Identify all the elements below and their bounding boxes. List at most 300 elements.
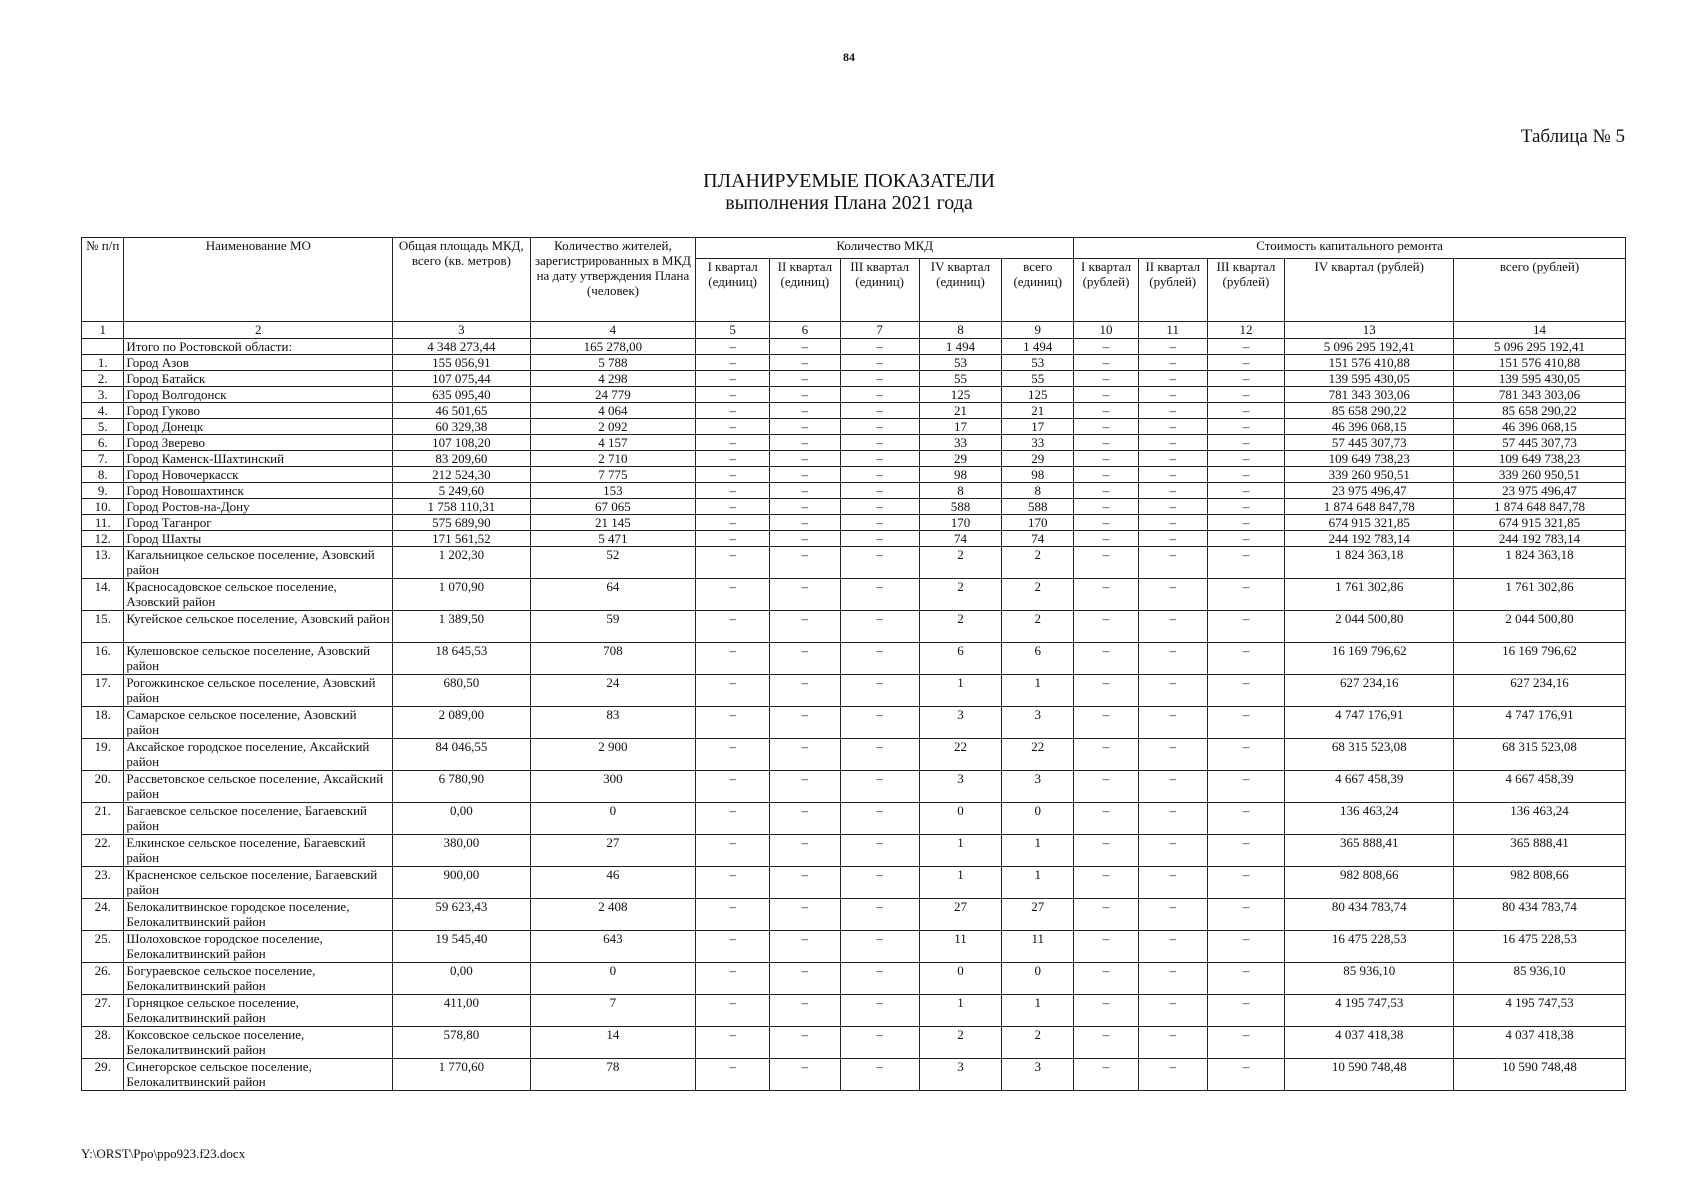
cell-q4-units: 1 xyxy=(919,867,1002,899)
cell-q4-units: 6 xyxy=(919,643,1002,675)
cell-q4-rub: 139 595 430,05 xyxy=(1285,371,1454,387)
cell-q2-units: – xyxy=(770,515,841,531)
cell-q3-rub: – xyxy=(1207,1027,1285,1059)
cell-q3-units: – xyxy=(840,899,919,931)
cell-row-num xyxy=(82,339,124,355)
cell-q2-rub: – xyxy=(1138,771,1207,803)
cell-q1-rub: – xyxy=(1074,483,1139,499)
cell-q3-rub: – xyxy=(1207,355,1285,371)
cell-row-num: 24. xyxy=(82,899,124,931)
cell-q4-units: 0 xyxy=(919,803,1002,835)
cell-q4-units: 1 xyxy=(919,835,1002,867)
cell-q4-units: 22 xyxy=(919,739,1002,771)
cell-total-rub: 674 915 321,85 xyxy=(1454,515,1626,531)
cell-q4-rub: 982 808,66 xyxy=(1285,867,1454,899)
cell-q2-rub: – xyxy=(1138,931,1207,963)
cell-q4-units: 17 xyxy=(919,419,1002,435)
cell-q4-rub: 1 874 648 847,78 xyxy=(1285,499,1454,515)
total-row xyxy=(82,339,1626,355)
cell-mo-name: Город Шахты xyxy=(124,531,393,547)
cell-q2-units: – xyxy=(770,419,841,435)
cell-q2-rub: – xyxy=(1138,803,1207,835)
cell-q4-units: 3 xyxy=(919,771,1002,803)
cell-area: 0,00 xyxy=(393,963,530,995)
cell-q1-units: – xyxy=(696,499,770,515)
cell-q4-units: 3 xyxy=(919,707,1002,739)
cell-q3-rub: – xyxy=(1207,531,1285,547)
cell-q4-units: 1 494 xyxy=(919,339,1002,355)
header-name: Наименование МО xyxy=(124,238,393,322)
cell-q4-units: 1 xyxy=(919,675,1002,707)
cell-area: 107 108,20 xyxy=(393,435,530,451)
cell-q2-rub: – xyxy=(1138,963,1207,995)
cell-area: 380,00 xyxy=(393,835,530,867)
cell-q2-rub: – xyxy=(1138,579,1207,611)
cell-q1-units: – xyxy=(696,643,770,675)
cell-q2-units: – xyxy=(770,1027,841,1059)
cell-total-units: 53 xyxy=(1002,355,1074,371)
cell-q4-rub: 68 315 523,08 xyxy=(1285,739,1454,771)
cell-q2-rub: – xyxy=(1138,675,1207,707)
cell-row-num: 25. xyxy=(82,931,124,963)
cell-total-units: 8 xyxy=(1002,483,1074,499)
cell-q4-units: 588 xyxy=(919,499,1002,515)
cell-residents: 21 145 xyxy=(530,515,696,531)
cell-row-num: 2. xyxy=(82,371,124,387)
cell-total-units: 29 xyxy=(1002,451,1074,467)
header-residents: Количество жителей, зарегистрированных в МКД на дату утверждения Плана (человек) xyxy=(530,238,696,322)
cell-residents: 7 xyxy=(530,995,696,1027)
cell-total-units: 11 xyxy=(1002,931,1074,963)
cell-residents: 5 471 xyxy=(530,531,696,547)
cell-area: 2 089,00 xyxy=(393,707,530,739)
cell-total-units: 1 xyxy=(1002,675,1074,707)
cell-mo-name: Город Ростов-на-Дону xyxy=(124,499,393,515)
cell-q1-rub: – xyxy=(1074,531,1139,547)
cell-mo-name: Город Донецк xyxy=(124,419,393,435)
cell-q4-rub: 1 761 302,86 xyxy=(1285,579,1454,611)
cell-q1-rub: – xyxy=(1074,611,1139,643)
table-row xyxy=(82,419,1626,435)
cell-q1-units: – xyxy=(696,771,770,803)
table-row xyxy=(82,355,1626,371)
cell-q1-rub: – xyxy=(1074,339,1139,355)
table-row xyxy=(82,963,1626,995)
cell-q2-rub: – xyxy=(1138,403,1207,419)
cell-mo-name: Город Каменск-Шахтинский xyxy=(124,451,393,467)
header-q4-units: IV квартал (единиц) xyxy=(919,259,1002,322)
table-row xyxy=(82,835,1626,867)
column-number: 3 xyxy=(393,322,530,339)
column-number: 12 xyxy=(1207,322,1285,339)
cell-area: 1 070,90 xyxy=(393,579,530,611)
cell-total-rub: 46 396 068,15 xyxy=(1454,419,1626,435)
cell-total-rub: 982 808,66 xyxy=(1454,867,1626,899)
cell-area: 83 209,60 xyxy=(393,451,530,467)
cell-area: 107 075,44 xyxy=(393,371,530,387)
cell-q4-units: 21 xyxy=(919,403,1002,419)
column-number: 2 xyxy=(124,322,393,339)
cell-q4-units: 8 xyxy=(919,483,1002,499)
cell-total-rub: 139 595 430,05 xyxy=(1454,371,1626,387)
cell-area: 635 095,40 xyxy=(393,387,530,403)
cell-q3-units: – xyxy=(840,355,919,371)
cell-row-num: 8. xyxy=(82,467,124,483)
cell-q2-units: – xyxy=(770,579,841,611)
cell-total-rub: 2 044 500,80 xyxy=(1454,611,1626,643)
cell-q3-rub: – xyxy=(1207,451,1285,467)
cell-total-rub: 10 590 748,48 xyxy=(1454,1059,1626,1091)
cell-q2-units: – xyxy=(770,803,841,835)
cell-q2-rub: – xyxy=(1138,643,1207,675)
cell-q3-units: – xyxy=(840,739,919,771)
column-number: 1 xyxy=(82,322,124,339)
cell-q1-units: – xyxy=(696,451,770,467)
cell-q4-units: 29 xyxy=(919,451,1002,467)
cell-q2-rub: – xyxy=(1138,531,1207,547)
cell-q4-units: 2 xyxy=(919,579,1002,611)
cell-q1-rub: – xyxy=(1074,515,1139,531)
cell-q4-rub: 1 824 363,18 xyxy=(1285,547,1454,579)
cell-residents: 7 775 xyxy=(530,467,696,483)
cell-q1-units: – xyxy=(696,931,770,963)
cell-mo-name: Шолоховское городское поселение, Белокалитвинский район xyxy=(124,931,393,963)
cell-q2-units: – xyxy=(770,371,841,387)
cell-q3-units: – xyxy=(840,467,919,483)
cell-residents: 4 157 xyxy=(530,435,696,451)
cell-mo-name: Белокалитвинское городское поселение, Белокалитвинский район xyxy=(124,899,393,931)
title-line-2: выполнения Плана 2021 года xyxy=(725,192,973,214)
cell-total-units: 3 xyxy=(1002,707,1074,739)
cell-q3-rub: – xyxy=(1207,435,1285,451)
cell-total-rub: 339 260 950,51 xyxy=(1454,467,1626,483)
cell-residents: 64 xyxy=(530,579,696,611)
cell-q1-units: – xyxy=(696,835,770,867)
cell-q3-units: – xyxy=(840,371,919,387)
cell-mo-name: Город Зверево xyxy=(124,435,393,451)
cell-residents: 708 xyxy=(530,643,696,675)
cell-total-rub: 1 761 302,86 xyxy=(1454,579,1626,611)
cell-q4-units: 2 xyxy=(919,1027,1002,1059)
cell-q3-units: – xyxy=(840,931,919,963)
cell-total-units: 3 xyxy=(1002,771,1074,803)
cell-residents: 4 298 xyxy=(530,371,696,387)
cell-q4-rub: 46 396 068,15 xyxy=(1285,419,1454,435)
cell-residents: 0 xyxy=(530,963,696,995)
cell-q1-units: – xyxy=(696,995,770,1027)
cell-total-units: 0 xyxy=(1002,963,1074,995)
cell-q3-units: – xyxy=(840,579,919,611)
cell-q2-rub: – xyxy=(1138,547,1207,579)
cell-q3-rub: – xyxy=(1207,963,1285,995)
cell-q4-rub: 4 747 176,91 xyxy=(1285,707,1454,739)
cell-q4-units: 2 xyxy=(919,611,1002,643)
table-row xyxy=(82,403,1626,419)
cell-total-rub: 781 343 303,06 xyxy=(1454,387,1626,403)
cell-row-num: 29. xyxy=(82,1059,124,1091)
cell-row-num: 28. xyxy=(82,1027,124,1059)
cell-q3-units: – xyxy=(840,403,919,419)
cell-total-rub: 109 649 738,23 xyxy=(1454,451,1626,467)
header-cost-group: Стоимость капитального ремонта xyxy=(1074,238,1626,259)
cell-q1-rub: – xyxy=(1074,867,1139,899)
cell-mo-name: Красносадовское сельское поселение, Азовский район xyxy=(124,579,393,611)
cell-area: 1 770,60 xyxy=(393,1059,530,1091)
cell-q2-units: – xyxy=(770,339,841,355)
cell-total-units: 33 xyxy=(1002,435,1074,451)
cell-q4-rub: 365 888,41 xyxy=(1285,835,1454,867)
cell-q1-units: – xyxy=(696,515,770,531)
cell-row-num: 3. xyxy=(82,387,124,403)
cell-q2-rub: – xyxy=(1138,499,1207,515)
cell-q4-units: 33 xyxy=(919,435,1002,451)
header-area: Общая площадь МКД, всего (кв. метров) xyxy=(393,238,530,322)
cell-row-num: 18. xyxy=(82,707,124,739)
cell-q2-rub: – xyxy=(1138,1027,1207,1059)
table-row xyxy=(82,899,1626,931)
cell-q4-rub: 16 169 796,62 xyxy=(1285,643,1454,675)
cell-mo-name: Рассветовское сельское поселение, Аксайский район xyxy=(124,771,393,803)
cell-q3-units: – xyxy=(840,531,919,547)
cell-q4-units: 98 xyxy=(919,467,1002,483)
cell-q1-units: – xyxy=(696,339,770,355)
cell-q2-units: – xyxy=(770,739,841,771)
cell-q2-rub: – xyxy=(1138,387,1207,403)
cell-residents: 59 xyxy=(530,611,696,643)
cell-q2-rub: – xyxy=(1138,835,1207,867)
cell-row-num: 12. xyxy=(82,531,124,547)
cell-q3-rub: – xyxy=(1207,771,1285,803)
cell-q3-units: – xyxy=(840,963,919,995)
cell-mo-name: Красненское сельское поселение, Багаевский район xyxy=(124,867,393,899)
cell-q2-units: – xyxy=(770,707,841,739)
cell-q3-rub: – xyxy=(1207,483,1285,499)
cell-row-num: 5. xyxy=(82,419,124,435)
cell-area: 680,50 xyxy=(393,675,530,707)
cell-q2-units: – xyxy=(770,899,841,931)
cell-q2-units: – xyxy=(770,355,841,371)
cell-q4-units: 2 xyxy=(919,547,1002,579)
cell-q3-units: – xyxy=(840,803,919,835)
cell-q2-units: – xyxy=(770,771,841,803)
table-row xyxy=(82,579,1626,611)
cell-mo-name: Город Новочеркасск xyxy=(124,467,393,483)
table-row xyxy=(82,995,1626,1027)
header-q1-units: I квартал (единиц) xyxy=(696,259,770,322)
cell-residents: 5 788 xyxy=(530,355,696,371)
cell-q1-units: – xyxy=(696,739,770,771)
cell-total-rub: 244 192 783,14 xyxy=(1454,531,1626,547)
cell-q1-units: – xyxy=(696,403,770,419)
cell-q2-units: – xyxy=(770,1059,841,1091)
table-label: Таблица № 5 xyxy=(1520,126,1625,147)
cell-q1-units: – xyxy=(696,531,770,547)
table-row xyxy=(82,707,1626,739)
cell-q3-rub: – xyxy=(1207,835,1285,867)
cell-residents: 4 064 xyxy=(530,403,696,419)
cell-q1-units: – xyxy=(696,579,770,611)
cell-q2-rub: – xyxy=(1138,355,1207,371)
column-number: 7 xyxy=(840,322,919,339)
cell-q3-rub: – xyxy=(1207,339,1285,355)
cell-mo-name: Город Волгодонск xyxy=(124,387,393,403)
cell-q4-rub: 4 195 747,53 xyxy=(1285,995,1454,1027)
cell-q2-units: – xyxy=(770,995,841,1027)
cell-residents: 0 xyxy=(530,803,696,835)
column-number: 6 xyxy=(770,322,841,339)
cell-q3-rub: – xyxy=(1207,899,1285,931)
cell-area: 18 645,53 xyxy=(393,643,530,675)
header-q3-rub: III квартал (рублей) xyxy=(1207,259,1285,322)
cell-total-units: 1 xyxy=(1002,995,1074,1027)
cell-row-num: 16. xyxy=(82,643,124,675)
cell-q1-rub: – xyxy=(1074,739,1139,771)
cell-q3-units: – xyxy=(840,867,919,899)
cell-total-units: 21 xyxy=(1002,403,1074,419)
cell-total-units: 0 xyxy=(1002,803,1074,835)
cell-q1-units: – xyxy=(696,387,770,403)
cell-q4-rub: 4 667 458,39 xyxy=(1285,771,1454,803)
cell-q3-units: – xyxy=(840,547,919,579)
cell-q3-rub: – xyxy=(1207,995,1285,1027)
cell-q1-units: – xyxy=(696,1059,770,1091)
cell-mo-name: Город Таганрог xyxy=(124,515,393,531)
cell-row-num: 21. xyxy=(82,803,124,835)
cell-q3-rub: – xyxy=(1207,371,1285,387)
cell-q2-rub: – xyxy=(1138,419,1207,435)
cell-residents: 78 xyxy=(530,1059,696,1091)
cell-q3-rub: – xyxy=(1207,579,1285,611)
cell-residents: 300 xyxy=(530,771,696,803)
cell-q3-units: – xyxy=(840,499,919,515)
cell-q2-rub: – xyxy=(1138,867,1207,899)
cell-q1-rub: – xyxy=(1074,835,1139,867)
cell-q3-rub: – xyxy=(1207,707,1285,739)
cell-q1-units: – xyxy=(696,435,770,451)
cell-q1-rub: – xyxy=(1074,675,1139,707)
cell-residents: 14 xyxy=(530,1027,696,1059)
cell-q3-units: – xyxy=(840,707,919,739)
cell-q1-rub: – xyxy=(1074,579,1139,611)
cell-row-num: 1. xyxy=(82,355,124,371)
cell-mo-name: Рогожкинское сельское поселение, Азовский район xyxy=(124,675,393,707)
cell-total-units: 55 xyxy=(1002,371,1074,387)
cell-q2-units: – xyxy=(770,547,841,579)
header-num: № п/п xyxy=(82,238,124,322)
cell-q3-rub: – xyxy=(1207,547,1285,579)
cell-area: 212 524,30 xyxy=(393,467,530,483)
cell-residents: 24 779 xyxy=(530,387,696,403)
header-q3-units: III квартал (единиц) xyxy=(840,259,919,322)
cell-row-num: 22. xyxy=(82,835,124,867)
cell-q4-rub: 627 234,16 xyxy=(1285,675,1454,707)
header-mkd-group: Количество МКД xyxy=(696,238,1074,259)
cell-total-rub: 136 463,24 xyxy=(1454,803,1626,835)
cell-q2-units: – xyxy=(770,643,841,675)
cell-q4-rub: 85 936,10 xyxy=(1285,963,1454,995)
cell-q4-units: 27 xyxy=(919,899,1002,931)
cell-row-num: 7. xyxy=(82,451,124,467)
header-total-units: всего (единиц) xyxy=(1002,259,1074,322)
cell-total-units: 2 xyxy=(1002,611,1074,643)
cell-q3-rub: – xyxy=(1207,387,1285,403)
cell-row-num: 10. xyxy=(82,499,124,515)
cell-q1-units: – xyxy=(696,1027,770,1059)
cell-area: 0,00 xyxy=(393,803,530,835)
cell-q3-units: – xyxy=(840,419,919,435)
cell-q3-rub: – xyxy=(1207,931,1285,963)
cell-q4-units: 170 xyxy=(919,515,1002,531)
cell-total-units: 2 xyxy=(1002,1027,1074,1059)
cell-row-num: 19. xyxy=(82,739,124,771)
table-row xyxy=(82,467,1626,483)
cell-area: 19 545,40 xyxy=(393,931,530,963)
indicators-table xyxy=(81,237,1626,1091)
cell-q3-rub: – xyxy=(1207,675,1285,707)
cell-q2-units: – xyxy=(770,531,841,547)
cell-q1-rub: – xyxy=(1074,899,1139,931)
cell-residents: 2 092 xyxy=(530,419,696,435)
cell-row-num: 23. xyxy=(82,867,124,899)
cell-q4-rub: 151 576 410,88 xyxy=(1285,355,1454,371)
table-row xyxy=(82,547,1626,579)
cell-q4-rub: 136 463,24 xyxy=(1285,803,1454,835)
cell-total-units: 588 xyxy=(1002,499,1074,515)
table-row xyxy=(82,451,1626,467)
cell-residents: 83 xyxy=(530,707,696,739)
cell-mo-name: Коксовское сельское поселение, Белокалитвинский район xyxy=(124,1027,393,1059)
cell-total-units: 1 xyxy=(1002,867,1074,899)
column-number: 14 xyxy=(1454,322,1626,339)
column-number: 9 xyxy=(1002,322,1074,339)
cell-area: 1 758 110,31 xyxy=(393,499,530,515)
cell-q2-units: – xyxy=(770,867,841,899)
header-total-rub: всего (рублей) xyxy=(1454,259,1626,322)
cell-q3-units: – xyxy=(840,643,919,675)
cell-q2-rub: – xyxy=(1138,995,1207,1027)
cell-total-rub: 4 195 747,53 xyxy=(1454,995,1626,1027)
cell-q3-rub: – xyxy=(1207,499,1285,515)
cell-total-units: 3 xyxy=(1002,1059,1074,1091)
cell-q1-units: – xyxy=(696,483,770,499)
cell-residents: 52 xyxy=(530,547,696,579)
cell-q2-units: – xyxy=(770,675,841,707)
cell-row-num: 14. xyxy=(82,579,124,611)
cell-total-rub: 68 315 523,08 xyxy=(1454,739,1626,771)
cell-total-rub: 16 475 228,53 xyxy=(1454,931,1626,963)
cell-q2-units: – xyxy=(770,403,841,419)
table-row xyxy=(82,371,1626,387)
header-q1-rub: I квартал (рублей) xyxy=(1074,259,1139,322)
cell-q4-rub: 781 343 303,06 xyxy=(1285,387,1454,403)
cell-q3-units: – xyxy=(840,771,919,803)
cell-mo-name: Итого по Ростовской области: xyxy=(124,339,393,355)
table-row xyxy=(82,739,1626,771)
cell-row-num: 13. xyxy=(82,547,124,579)
cell-row-num: 15. xyxy=(82,611,124,643)
cell-residents: 643 xyxy=(530,931,696,963)
cell-total-units: 125 xyxy=(1002,387,1074,403)
cell-q3-units: – xyxy=(840,675,919,707)
table-row xyxy=(82,771,1626,803)
cell-q4-rub: 109 649 738,23 xyxy=(1285,451,1454,467)
cell-residents: 165 278,00 xyxy=(530,339,696,355)
cell-q3-rub: – xyxy=(1207,611,1285,643)
cell-q3-rub: – xyxy=(1207,1059,1285,1091)
cell-total-rub: 151 576 410,88 xyxy=(1454,355,1626,371)
cell-q1-units: – xyxy=(696,419,770,435)
cell-q4-units: 0 xyxy=(919,963,1002,995)
